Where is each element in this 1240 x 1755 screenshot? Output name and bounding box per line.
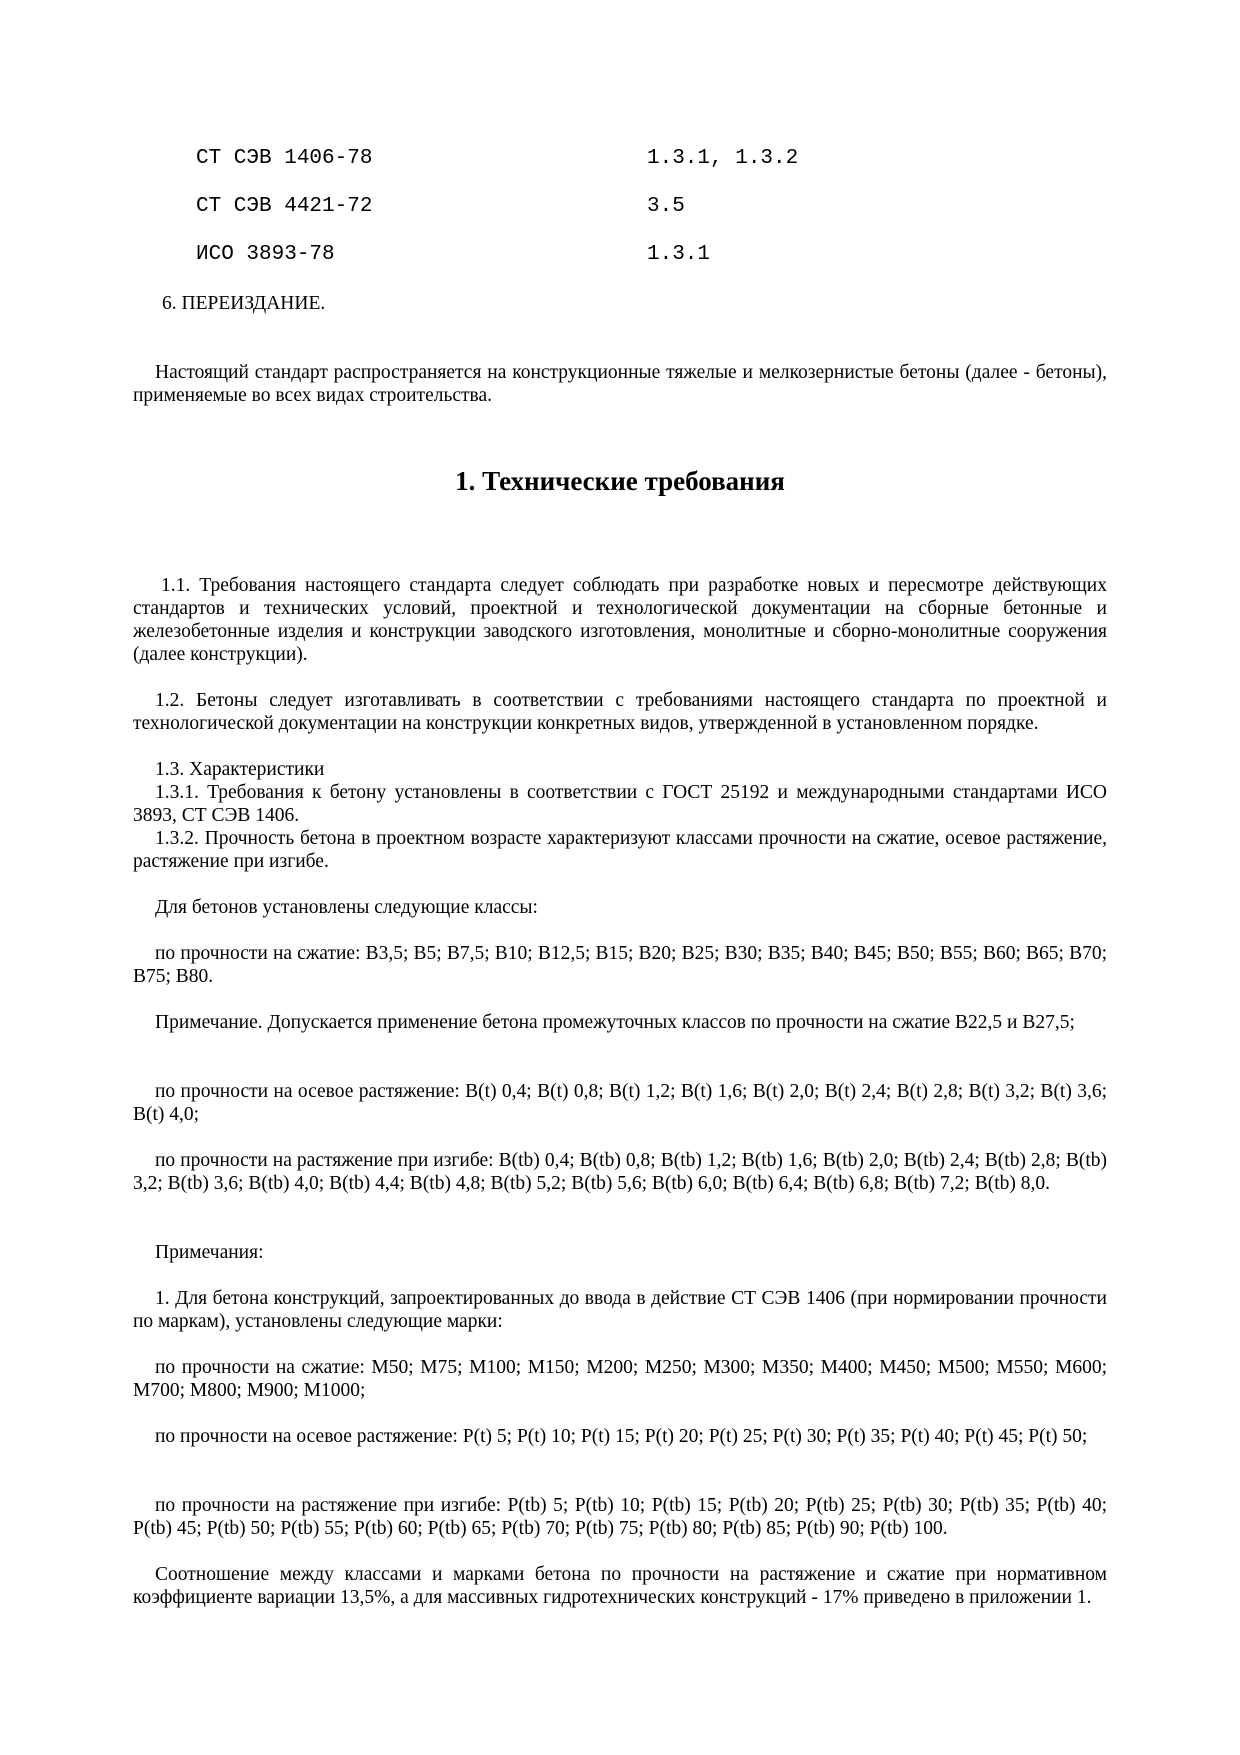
paragraph-text: по прочности на осевое растяжение: B(t) 0,4; B(t) 0,8; B(t) 1,2; B(t) 1,6; B(t) 2,0; B(t) 2,4; B(t) 2,8; B(t) 3,2; B(t) 3,6; B(t) 4,0;	[133, 1081, 1107, 1125]
reference-document: СТ СЭВ 1406-78	[196, 147, 373, 170]
classes-bending	[133, 1149, 1107, 1195]
paragraph-text: по прочности на растяжение при изгибе: B(tb) 0,4; B(tb) 0,8; B(tb) 1,2; B(tb) 1,6; B(tb) 2,0; B(tb) 2,4; B(tb) 2,8; B(tb) 3,2; B(tb) 3,6; B(tb) 4,0; B(tb) 4,4; B(tb) 4,8; B(tb) 5,2; B(tb) 5,6; B(tb) 6,0; B(tb) 6,4; B(tb) 6,8; B(tb) 7,2; B(tb) 8,0.	[133, 1150, 1107, 1194]
paragraph-text: 1. Для бетона конструкций, запроектированных до ввода в действие СТ СЭВ 1406 (при нормировании прочности по маркам), установлены следующие марки:	[133, 1288, 1107, 1332]
paragraph-text: по прочности на растяжение при изгибе: P(tb) 5; P(tb) 10; P(tb) 15; P(tb) 20; P(tb) 25; P(tb) 30; P(tb) 35; P(tb) 40; P(tb) 45; P(tb) 50; P(tb) 55; P(tb) 60; P(tb) 65; P(tb) 70; P(tb) 75; P(tb) 80; P(tb) 85; P(tb) 90; P(tb) 100.	[133, 1495, 1107, 1539]
reference-document: ИСО 3893-78	[196, 243, 335, 266]
classes-intro	[133, 896, 1107, 919]
paragraph-text: по прочности на сжатие: M50; M75; M100; M150; M200; M250; M300; M350; M400; M450; M500; M550; M600; M700; M800; M900; M1000;	[133, 1357, 1107, 1401]
note-1	[133, 1287, 1107, 1333]
paragraph-text: Для бетонов установлены следующие классы:	[155, 897, 538, 918]
reference-sections: 1.3.1, 1.3.2	[647, 147, 799, 170]
scope-paragraph	[133, 361, 1107, 407]
section-title: 1. Технические требования	[455, 466, 785, 496]
scope-text: Настоящий стандарт распространяется на конструкционные тяжелые и мелкозернистые бетоны (далее - бетоны), применяемые во всех видах строительства.	[133, 362, 1107, 406]
paragraph-text: 1.3.2. Прочность бетона в проектном возрасте характеризуют классами прочности на сжатие, осевое растяжение, растяжение при изгибе.	[133, 828, 1107, 872]
reference-sections: 3.5	[647, 195, 685, 218]
note-intermediate	[133, 1011, 1107, 1034]
ratio-paragraph	[133, 1563, 1107, 1609]
reissue-line: 6. ПЕРЕИЗДАНИЕ.	[162, 293, 326, 314]
paragraph-text: 1.3.1. Требования к бетону установлены в соответствии с ГОСТ 25192 и международными стандартами ИСО 3893, СТ СЭВ 1406.	[133, 782, 1107, 826]
grades-bending	[133, 1494, 1107, 1540]
classes-compression	[133, 942, 1107, 988]
classes-axial	[133, 1080, 1107, 1126]
paragraph-text: по прочности на сжатие: B3,5; B5; B7,5; B10; B12,5; B15; B20; B25; B30; B35; B40; B45; B50; B55; B60; B65; B70; B75; B80.	[133, 943, 1107, 987]
paragraph-1-2	[133, 689, 1107, 735]
reference-sections: 1.3.1	[647, 243, 711, 266]
paragraph-text: 1.1. Требования настоящего стандарта следует соблюдать при разработке новых и пересмотре действующих стандартов и технических условий, проектной и технологической документации на сборные бетонные и железобетонные изделия и конструкции заводского изготовления, монолитные и сборно-монолитные сооружения (далее конструкции).	[133, 575, 1107, 665]
grades-compression	[133, 1356, 1107, 1402]
grades-axial	[133, 1425, 1107, 1448]
paragraph-heading: 1.3. Характеристики	[155, 759, 325, 780]
notes-title	[133, 1241, 1107, 1264]
reference-document: СТ СЭВ 4421-72	[196, 195, 373, 218]
paragraph-text: по прочности на осевое растяжение: P(t) 5; P(t) 10; P(t) 15; P(t) 20; P(t) 25; P(t) 30; P(t) 35; P(t) 40; P(t) 45; P(t) 50;	[155, 1426, 1088, 1447]
paragraph-text: Соотношение между классами и марками бетона по прочности на растяжение и сжатие при нормативном коэффициенте вариации 13,5%, а для массивных гидротехнических конструкций - 17% приведено в приложении 1.	[133, 1564, 1107, 1608]
paragraph-1-1	[133, 574, 1107, 666]
paragraph-text: Примечания:	[155, 1242, 264, 1263]
paragraph-1-3	[133, 758, 1107, 873]
paragraph-text: 1.2. Бетоны следует изготавливать в соответствии с требованиями настоящего стандарта по проектной и технологической документации на конструкции конкретных видов, утвержденной в установленном порядке.	[133, 690, 1107, 734]
paragraph-text: Примечание. Допускается применение бетона промежуточных классов по прочности на сжатие B22,5 и B27,5;	[155, 1012, 1075, 1033]
